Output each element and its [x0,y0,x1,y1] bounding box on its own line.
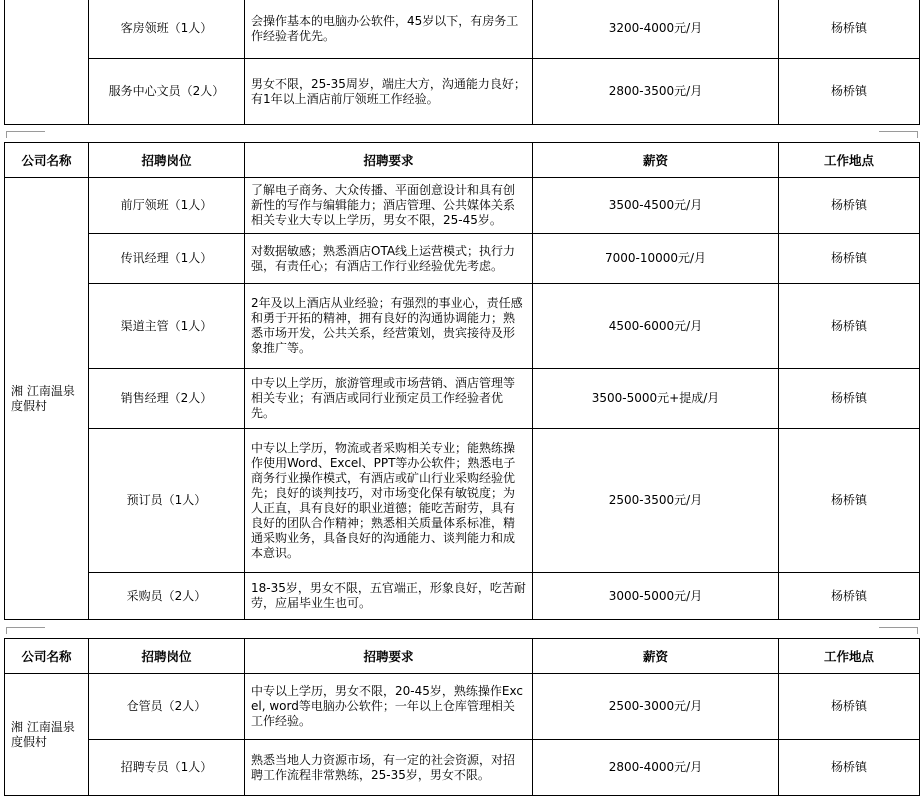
position-cell: 采购员（2人） [89,573,245,620]
position-cell: 前厅领班（1人） [89,178,245,234]
requirements-cell: 男女不限，25-35周岁，端庄大方，沟通能力良好；有1年以上酒店前厅领班工作经验。 [245,59,533,125]
position-cell: 服务中心文员（2人） [89,59,245,125]
job-table-2 [4,142,920,620]
position-cell: 预订员（1人） [89,429,245,573]
salary-cell: 2500-3000元/月 [533,674,779,740]
requirements-cell: 中专以上学历，物流或者采购相关专业；能熟练操作使用Word、Excel、PPT等办公软件；熟悉电子商务行业操作模式，有酒店或矿山行业采购经验优先；良好的谈判技巧，对市场变化保有敏锐度；为人正直，具有良好的职业道德；能吃苦耐劳，具有良好的团队合作精神；熟悉相关质量体系标准，精通采购业务，具备良好的沟通能力、谈判能力和成本意识。 [245,429,533,573]
table-row [5,0,920,59]
job-table-1 [4,0,920,125]
location-cell: 杨桥镇 [779,178,920,234]
table-row [5,674,920,740]
header-position: 招聘岗位 [89,143,245,178]
header-location: 工作地点 [779,639,920,674]
requirements-cell: 熟悉当地人力资源市场，有一定的社会资源，对招聘工作流程非常熟练，25-35岁，男女不限。 [245,740,533,796]
location-cell: 杨桥镇 [779,369,920,429]
position-cell: 客房领班（1人） [89,0,245,59]
table-row [5,740,920,796]
page-corner-mark [6,627,45,634]
table-row [5,429,920,573]
header-company: 公司名称 [5,143,89,178]
table-header-row [5,639,920,674]
salary-cell: 3500-4500元/月 [533,178,779,234]
salary-cell: 3500-5000元+提成/月 [533,369,779,429]
salary-cell: 2500-3500元/月 [533,429,779,573]
salary-cell: 7000-10000元/月 [533,234,779,284]
requirements-cell: 18-35岁，男女不限，五官端正，形象良好，吃苦耐劳，应届毕业生也可。 [245,573,533,620]
header-position: 招聘岗位 [89,639,245,674]
location-cell: 杨桥镇 [779,429,920,573]
position-cell: 传讯经理（1人） [89,234,245,284]
requirements-cell: 中专以上学历，男女不限，20-45岁，熟练操作Excel, word等电脑办公软件；一年以上仓库管理相关工作经验。 [245,674,533,740]
salary-cell: 3200-4000元/月 [533,0,779,59]
company-cell: 湘 江南温泉度假村 [5,674,89,796]
position-cell: 招聘专员（1人） [89,740,245,796]
table-header-row [5,143,920,178]
requirements-cell: 2年及以上酒店从业经验；有强烈的事业心，责任感和勇于开拓的精神，拥有良好的沟通协调能力；熟悉市场开发，公共关系，经营策划，贵宾接待及形象推广等。 [245,284,533,369]
location-cell: 杨桥镇 [779,234,920,284]
header-salary: 薪资 [533,639,779,674]
location-cell: 杨桥镇 [779,573,920,620]
header-requirements: 招聘要求 [245,639,533,674]
requirements-cell: 了解电子商务、大众传播、平面创意设计和具有创新性的写作与编辑能力；酒店管理、公共媒体关系相关专业大专以上学历，男女不限，25-45岁。 [245,178,533,234]
position-cell: 渠道主管（1人） [89,284,245,369]
page-corner-mark [6,131,45,138]
salary-cell: 2800-3500元/月 [533,59,779,125]
header-location: 工作地点 [779,143,920,178]
company-cell: 湘 江南温泉度假村 [5,178,89,620]
requirements-cell: 会操作基本的电脑办公软件，45岁以下，有房务工作经验者优先。 [245,0,533,59]
position-cell: 仓管员（2人） [89,674,245,740]
header-requirements: 招聘要求 [245,143,533,178]
position-cell: 销售经理（2人） [89,369,245,429]
page-corner-mark [879,131,918,138]
table-row [5,234,920,284]
requirements-cell: 对数据敏感；熟悉酒店OTA线上运营模式；执行力强，有责任心；有酒店工作行业经验优先考虑。 [245,234,533,284]
page-corner-mark [879,627,918,634]
location-cell: 杨桥镇 [779,674,920,740]
company-cell [5,0,89,125]
salary-cell: 3000-5000元/月 [533,573,779,620]
job-table-3 [4,638,920,796]
table-row [5,369,920,429]
location-cell: 杨桥镇 [779,740,920,796]
requirements-cell: 中专以上学历，旅游管理或市场营销、酒店管理等相关专业；有酒店或同行业预定员工作经验者优先。 [245,369,533,429]
header-salary: 薪资 [533,143,779,178]
salary-cell: 2800-4000元/月 [533,740,779,796]
salary-cell: 4500-6000元/月 [533,284,779,369]
table-row [5,178,920,234]
location-cell: 杨桥镇 [779,284,920,369]
location-cell: 杨桥镇 [779,0,920,59]
table-row [5,59,920,125]
table-row [5,284,920,369]
header-company: 公司名称 [5,639,89,674]
table-row [5,573,920,620]
location-cell: 杨桥镇 [779,59,920,125]
